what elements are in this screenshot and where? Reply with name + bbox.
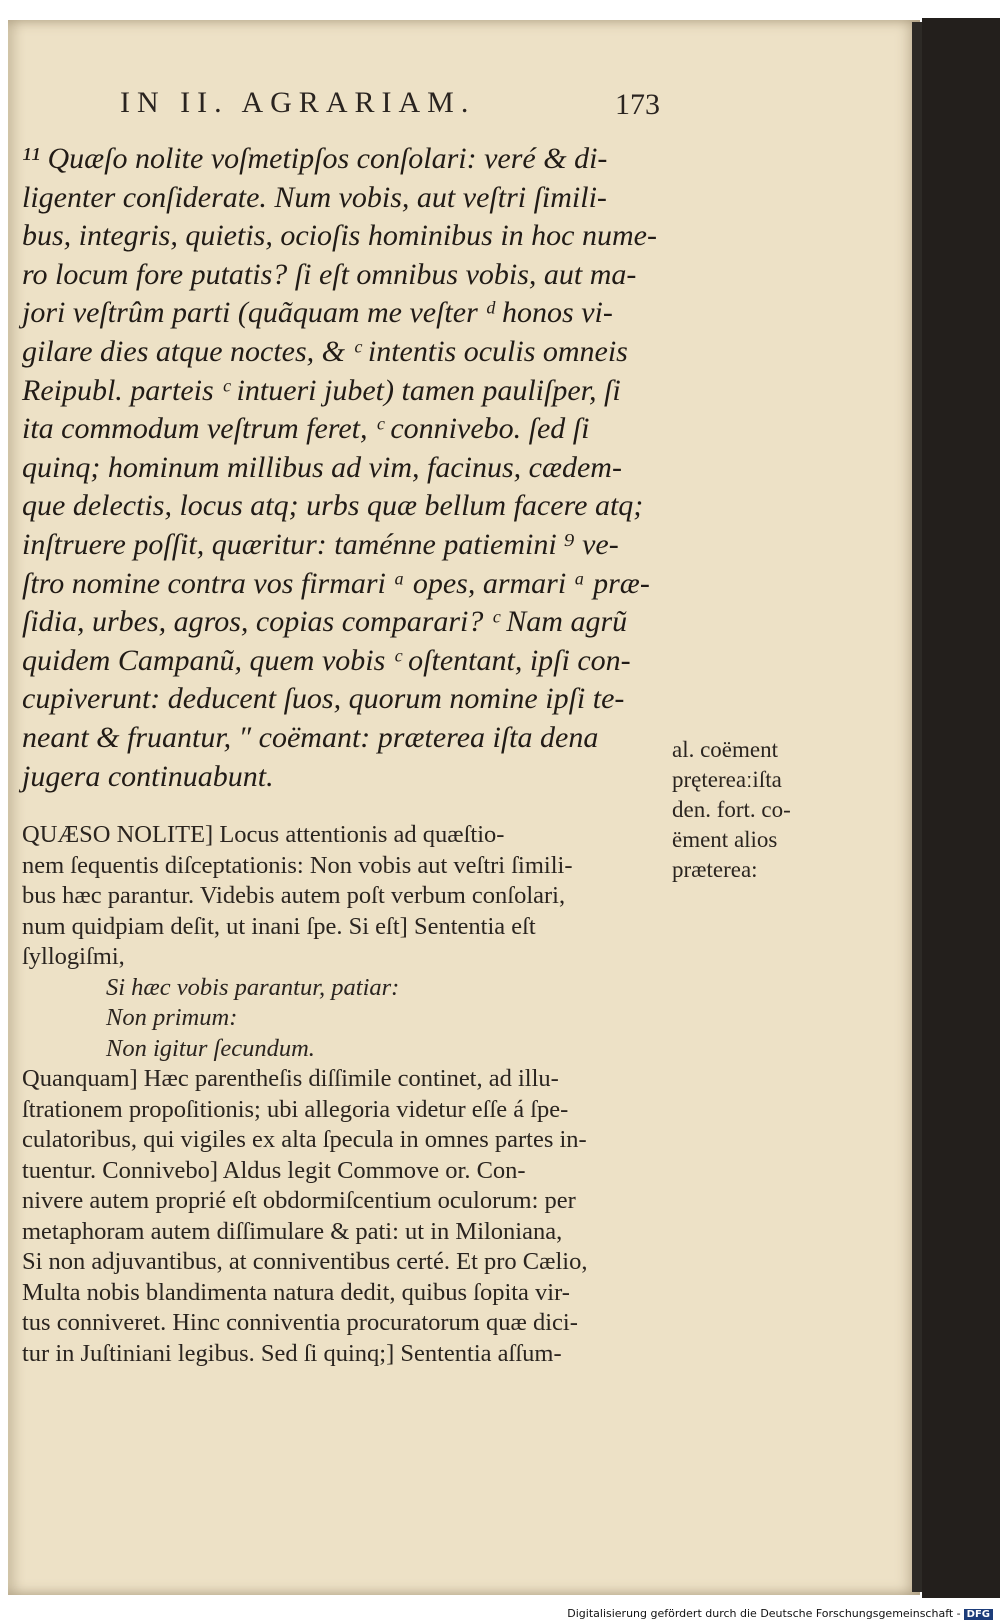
margin-note-line: al. coëment xyxy=(672,737,779,762)
commentary-line: tus conniveret. Hinc conniventia procuratorum quæ dici- xyxy=(22,1309,578,1336)
syllogism-line: Non igitur ſecundum. xyxy=(106,1034,315,1062)
margin-note-line: ëment alios xyxy=(672,827,778,852)
credit-text: Digitalisierung gefördert durch die Deutsche Forschungsgemeinschaft - xyxy=(567,1607,961,1620)
commentary-line: Quanquam] Hæc parentheſis diſſimile continet, ad illu- xyxy=(22,1065,559,1092)
commentary-line: Multa nobis blandimenta natura dedit, quibus ſopita vir- xyxy=(22,1278,570,1306)
commentary-line: tur in Juſtiniani legibus. Sed ſi quinq;] Sententia aſſum- xyxy=(22,1339,562,1367)
margin-note xyxy=(672,735,822,885)
oration-line: inſtruere poſſit, quæritur: taménne patiemini ⁹ ve- xyxy=(22,527,619,561)
margin-note-line: den. fort. co- xyxy=(672,797,791,822)
commentary-line: ſtrationem propoſitionis; ubi allegoria videtur eſſe á ſpe- xyxy=(22,1095,569,1123)
oration-line: jori veſtrûm parti (quãquam me veſter ᵈ honos vi- xyxy=(22,296,613,330)
commentary-line: num quidpiam deſit, ut inani ſpe. Si eſt] Sententia eſt xyxy=(22,912,536,940)
margin-note-line: præterea: xyxy=(672,857,758,882)
oration-line: ſtro nomine contra vos firmari ᵃ opes, armari ᵃ præ- xyxy=(22,566,650,600)
commentary-line: QUÆSO NOLITE] Locus attentionis ad quæſtio- xyxy=(22,821,505,848)
oration-line: cupiverunt: deducent ſuos, quorum nomine ipſi te- xyxy=(22,682,625,716)
page-edge xyxy=(912,22,922,1592)
commentary-line: nivere autem proprié eſt obdormiſcentium oculorum: per xyxy=(22,1187,576,1214)
commentary-line: culatoribus, qui vigiles ex alta ſpecula in omnes partes in- xyxy=(22,1126,587,1153)
oration-line: ro locum fore putatis? ſi eſt omnibus vobis, aut ma- xyxy=(22,257,637,291)
oration-line: ligenter conſiderate. Num vobis, aut veſtri ſimili- xyxy=(22,180,607,214)
commentary-line: bus hæc parantur. Videbis autem poſt verbum conſolari, xyxy=(22,882,566,909)
commentary-text xyxy=(22,820,672,1369)
oration-line: que delectis, locus atq; urbs quæ bellum facere atq; xyxy=(22,489,644,523)
margin-note-line: prętereaːiſta xyxy=(672,767,782,792)
syllogism-line: Si hæc vobis parantur, patiar: xyxy=(106,973,400,1001)
oration-line: quinq; hominum millibus ad vim, facinus, cædem- xyxy=(22,450,622,484)
oration-line: ſidia, urbes, agros, copias comparari? ᶜ Nam agrũ xyxy=(22,605,628,639)
scanner-background-right xyxy=(922,18,1000,1598)
dfg-logo: DFG xyxy=(964,1609,993,1620)
oration-line: neant & fruantur, ″ coëmant: præterea iſta dena xyxy=(22,720,599,754)
digitization-credit xyxy=(564,1606,996,1621)
oration-line: ¹¹ Quæſo nolite voſmetipſos conſolari: veré & di- xyxy=(22,142,608,175)
syllogism-line: Non primum: xyxy=(106,1004,238,1031)
oration-line: gilare dies atque noctes, & ᶜ intentis oculis omneis xyxy=(22,334,628,368)
oration-line: jugera continuabunt. xyxy=(22,759,274,793)
commentary-line: nem ſequentis diſceptationis: Non vobis aut veſtri ſimili- xyxy=(22,851,573,879)
oration-line: Reipubl. parteis ᶜ intueri jubet) tamen pauliſper, ſi xyxy=(22,373,621,407)
oration-line: bus, integris, quietis, ocioſis hominibus in hoc nume- xyxy=(22,219,657,253)
commentary-line: ſyllogiſmi, xyxy=(22,943,125,970)
commentary-line: metaphoram autem diſſimulare & pati: ut in Miloniana, xyxy=(22,1217,563,1245)
page-number: 173 xyxy=(615,88,660,121)
oration-line: quidem Campanũ, quem vobis ᶜ oſtentant, ipſi con- xyxy=(22,643,631,677)
commentary-line: Si non adjuvantibus, at conniventibus certé. Et pro Cælio, xyxy=(22,1248,588,1275)
oration-line: ita commodum veſtrum feret, ᶜ connivebo. ſed ſi xyxy=(22,412,590,446)
commentary-line: tuentur. Connivebo] Aldus legit Commove or. Con- xyxy=(22,1156,526,1184)
running-title: IN II. AGRARIAM. xyxy=(120,86,476,119)
oration-text xyxy=(22,140,672,796)
